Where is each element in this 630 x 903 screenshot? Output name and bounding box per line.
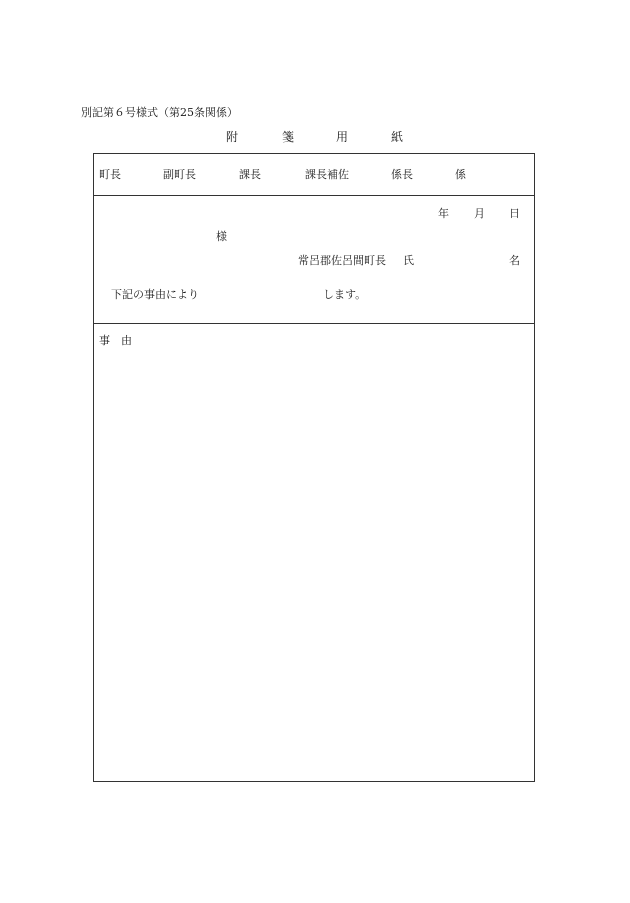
sender-name-label-right: 名 (509, 254, 520, 267)
role-assistant-section-chief: 課長補佐 (305, 168, 349, 181)
title-char-3: 用 (336, 130, 349, 144)
sender-name-label-left: 氏 (403, 254, 414, 267)
sender-title: 常呂郡佐呂間町長 (298, 254, 386, 267)
title-char-2: 箋 (282, 130, 295, 144)
date-year: 年 (438, 207, 449, 220)
role-mayor: 町長 (99, 168, 121, 181)
reason-label: 事 由 (99, 334, 132, 347)
role-deputy-mayor: 副町長 (163, 168, 196, 181)
form-number: 別記第６号様式（第25条関係） (81, 106, 238, 119)
role-staff: 係 (455, 168, 466, 181)
notice-section (94, 195, 534, 324)
reason-section (94, 323, 534, 781)
attachment-form (93, 153, 535, 782)
role-section-chief: 課長 (239, 168, 261, 181)
body-suffix: します。 (323, 288, 367, 301)
role-subsection-chief: 係長 (391, 168, 413, 181)
title-char-1: 附 (226, 130, 239, 144)
addressee-suffix: 様 (216, 230, 227, 243)
date-month: 月 (474, 207, 485, 220)
body-prefix: 下記の事由により (111, 288, 199, 301)
title-char-4: 紙 (391, 130, 404, 144)
approval-row (94, 154, 534, 196)
date-day: 日 (509, 207, 520, 220)
